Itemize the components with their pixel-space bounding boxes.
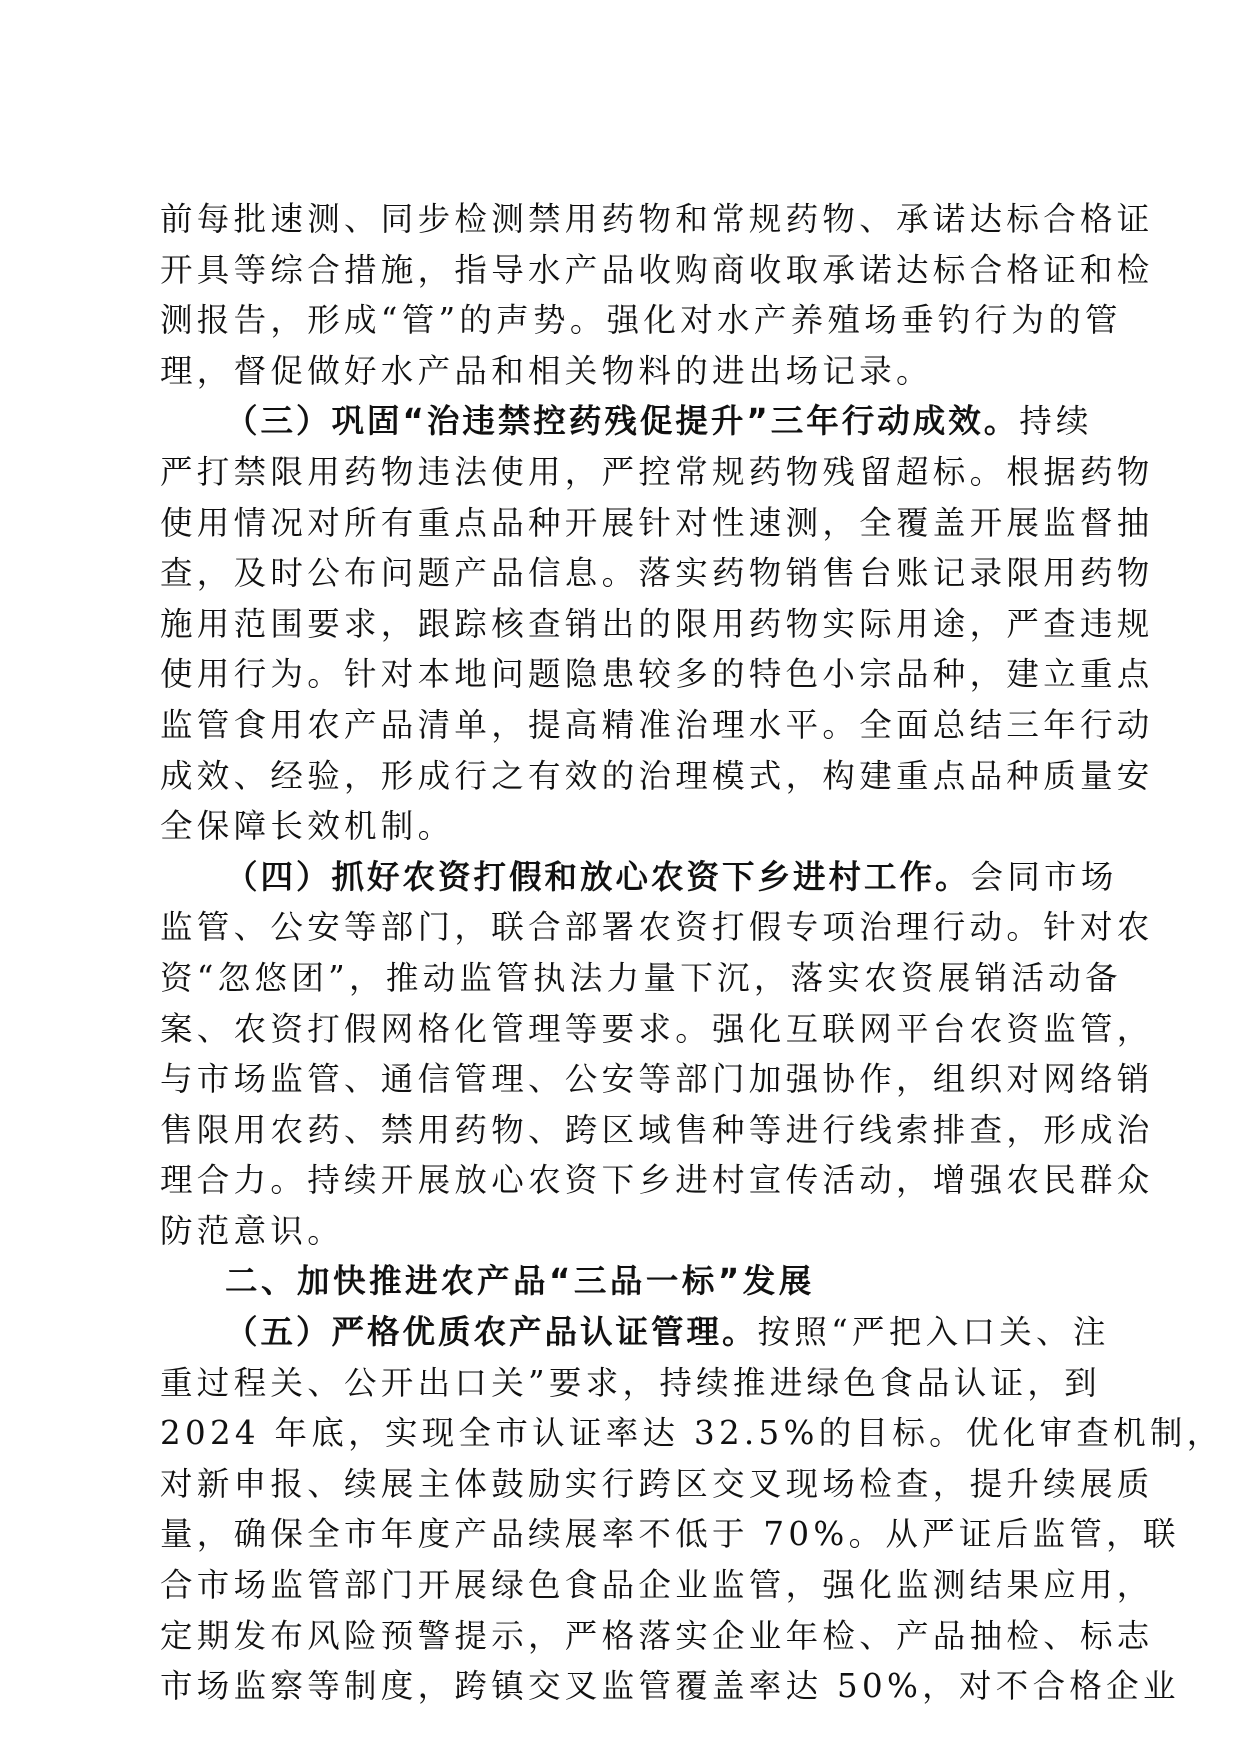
- text-line: 售限用农药、禁用药物、跨区域售种等进行线索排查，形成治: [160, 1110, 1154, 1149]
- text-line: 防范意识。: [160, 1211, 345, 1250]
- text-line: 查，及时公布问题产品信息。落实药物销售台账记录限用药物: [160, 554, 1154, 593]
- section-5: [160, 1307, 1224, 1712]
- section-title: （四）抓好农资打假和放心农资下乡进村工作。: [225, 857, 971, 896]
- text-line: 严打禁限用药物违法使用，严控常规药物残留超标。根据药物: [160, 452, 1154, 491]
- section-text: 按照“严把入口关、注: [757, 1313, 1110, 1352]
- text-line: 监管食用农产品清单，提高精准治理水平。全面总结三年行动: [160, 705, 1154, 744]
- section-title: （三）巩固“治违禁控药残促提升”三年行动成效。: [225, 402, 1020, 441]
- text-line: 资“忽悠团”，推动监管执法力量下沉，落实农资展销活动备: [160, 958, 1122, 997]
- text-line: 对新申报、续展主体鼓励实行跨区交叉现场检查，提升续展质: [160, 1464, 1154, 1503]
- text-line: 与市场监管、通信管理、公安等部门加强协作，组织对网络销: [160, 1060, 1154, 1099]
- section-3: [160, 396, 1154, 851]
- text-line: 使用情况对所有重点品种开展针对性速测，全覆盖开展监督抽: [160, 503, 1154, 542]
- text-line: 理，督促做好水产品和相关物料的进出场记录。: [160, 351, 933, 390]
- section-4: [160, 852, 1154, 1257]
- text-line: 开具等综合措施，指导水产品收购商收取承诺达标合格证和检: [160, 250, 1154, 289]
- text-line: 使用行为。针对本地问题隐患较多的特色小宗品种，建立重点: [160, 655, 1154, 694]
- text-line: 市场监察等制度，跨镇交叉监管覆盖率达 50%，对不合格企业: [160, 1667, 1180, 1706]
- text-line: 合市场监管部门开展绿色食品企业监管，强化监测结果应用，: [160, 1566, 1154, 1605]
- text-line: 定期发布风险预警提示，严格落实企业年检、产品抽检、标志: [160, 1616, 1154, 1655]
- text-line: 理合力。持续开展放心农资下乡进村宣传活动，增强农民群众: [160, 1161, 1154, 1200]
- text-line: 成效、经验，形成行之有效的治理模式，构建重点品种质量安: [160, 756, 1154, 795]
- chapter-heading: 二、加快推进农产品“三品一标”发展: [225, 1262, 815, 1301]
- text-line: 施用范围要求，跟踪核查销出的限用药物实际用途，严查违规: [160, 604, 1154, 643]
- text-line: 测报告，形成“管”的声势。强化对水产养殖场垂钓行为的管: [160, 301, 1122, 340]
- text-line: 案、农资打假网格化管理等要求。强化互联网平台农资监管，: [160, 1009, 1154, 1048]
- paragraph-continuation: [160, 194, 1154, 396]
- section-first-line: [160, 852, 1118, 903]
- text-line: 全保障长效机制。: [160, 807, 455, 846]
- document-body: [160, 194, 1224, 1712]
- text-line: 重过程关、公开出口关”要求，持续推进绿色食品认证，到: [160, 1363, 1101, 1402]
- section-first-line: [160, 1307, 1110, 1358]
- text-line: 2024 年底，实现全市认证率达 32.5%的目标。优化审查机制，: [160, 1414, 1224, 1453]
- section-title: （五）严格优质农产品认证管理。: [225, 1313, 758, 1352]
- text-line: 监管、公安等部门，联合部署农资打假专项治理行动。针对农: [160, 908, 1154, 947]
- text-line: 量，确保全市年度产品续展率不低于 70%。从严证后监管，联: [160, 1515, 1180, 1554]
- section-text: 持续: [1019, 402, 1093, 441]
- text-line: 前每批速测、同步检测禁用药物和常规药物、承诺达标合格证: [160, 200, 1154, 238]
- section-first-line: [160, 396, 1093, 447]
- section-text: 会同市场: [970, 857, 1118, 896]
